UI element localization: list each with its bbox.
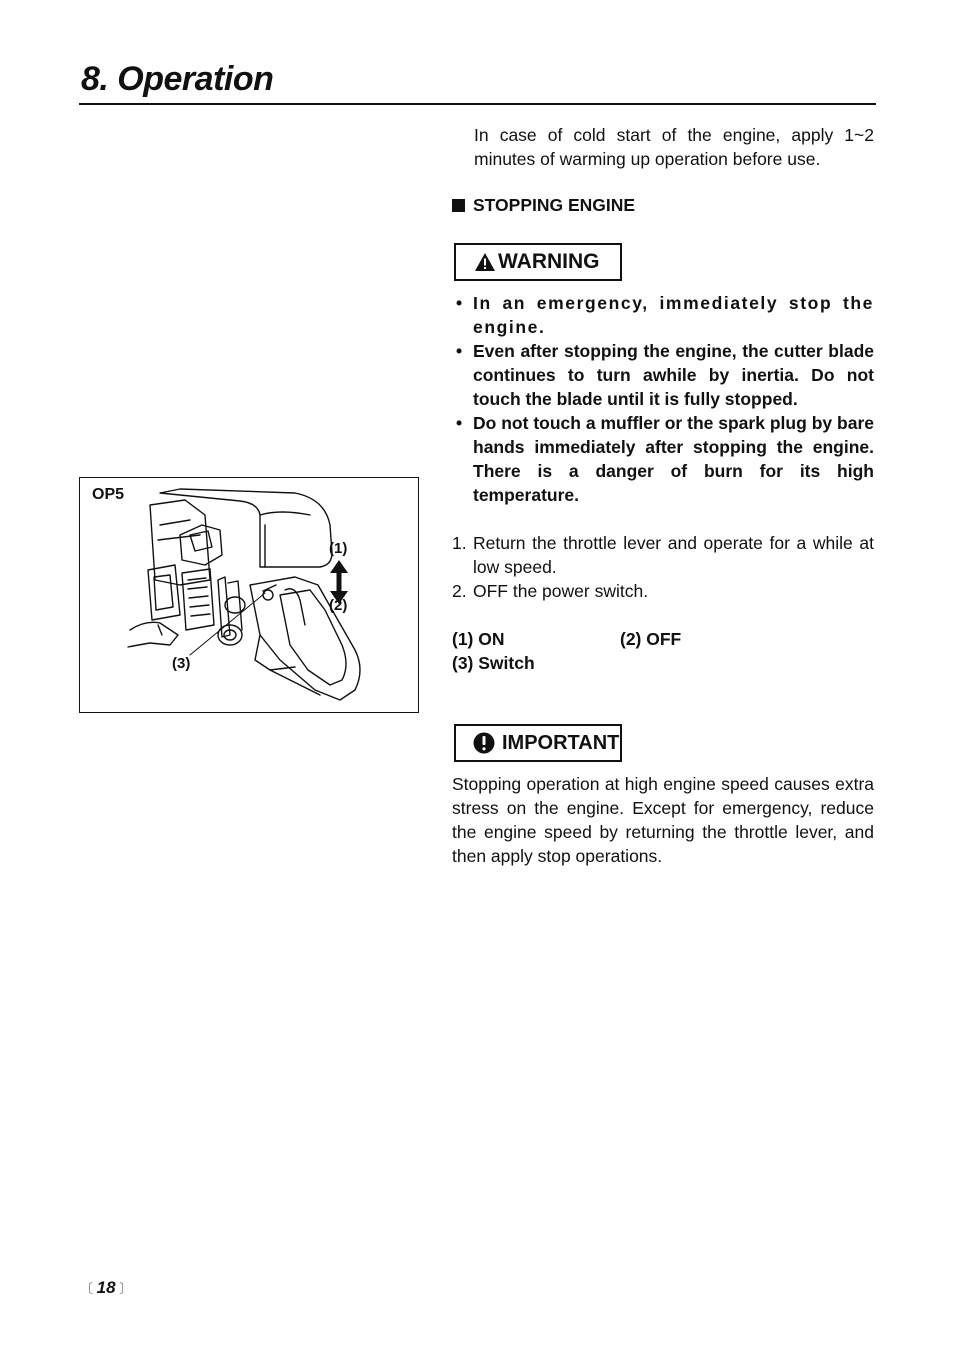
legend-switch: (3) Switch: [452, 653, 535, 673]
warning-label-box: [454, 243, 622, 281]
important-label-text: IMPORTANT: [502, 731, 620, 754]
warning-label-text: WARNING: [498, 250, 600, 273]
intro-paragraph: In case of cold start of the engine, apply 1~2 minutes of warming up operation before use.: [474, 125, 874, 169]
important-label-box: [454, 724, 622, 762]
warning-list: [452, 291, 874, 507]
page-title: 8. Operation: [81, 60, 274, 98]
warning-item: • Even after stopping the engine, the cutter blade continues to turn awhile by inertia. Do not touch the blade until it is fully stopped.: [452, 339, 874, 411]
step-number: 2.: [452, 581, 467, 601]
step-item: [452, 531, 874, 579]
section-heading-text: STOPPING ENGINE: [473, 195, 636, 215]
bracket-right-icon: 〕: [115, 1281, 133, 1296]
square-bullet-icon: [452, 199, 465, 212]
callout-3: (3): [172, 655, 191, 672]
step-text: Return the throttle lever and operate for a while at low speed.: [473, 533, 874, 577]
stop-steps-list: [452, 531, 874, 603]
warning-triangle-icon: [474, 252, 496, 272]
step-number: 1.: [452, 533, 467, 553]
step-text: OFF the power switch.: [473, 581, 649, 601]
warning-item: • Do not touch a muffler or the spark plug by bare hands immediately after stopping the engine. There is a danger of burn for its high temperature.: [452, 411, 874, 507]
section-heading: [452, 195, 635, 216]
figure-label: OP5: [92, 486, 125, 503]
page-number-text: 18: [96, 1278, 116, 1297]
step-item: [452, 579, 874, 603]
page-number: [80, 1278, 132, 1298]
bracket-left-icon: 〔: [80, 1281, 97, 1296]
warning-item: • In an emergency, immediately stop the engine.: [452, 291, 874, 339]
exclamation-circle-icon: [473, 732, 495, 754]
title-divider: [79, 103, 876, 105]
legend-off: (2) OFF: [620, 629, 682, 649]
callout-2: (2): [329, 597, 348, 614]
callout-1: (1): [329, 540, 348, 557]
legend-on: (1) ON: [452, 629, 505, 649]
important-paragraph: Stopping operation at high engine speed causes extra stress on the engine. Except for emergency, reduce the engine speed by returning the throttle lever, and then apply stop operations.: [452, 774, 874, 866]
